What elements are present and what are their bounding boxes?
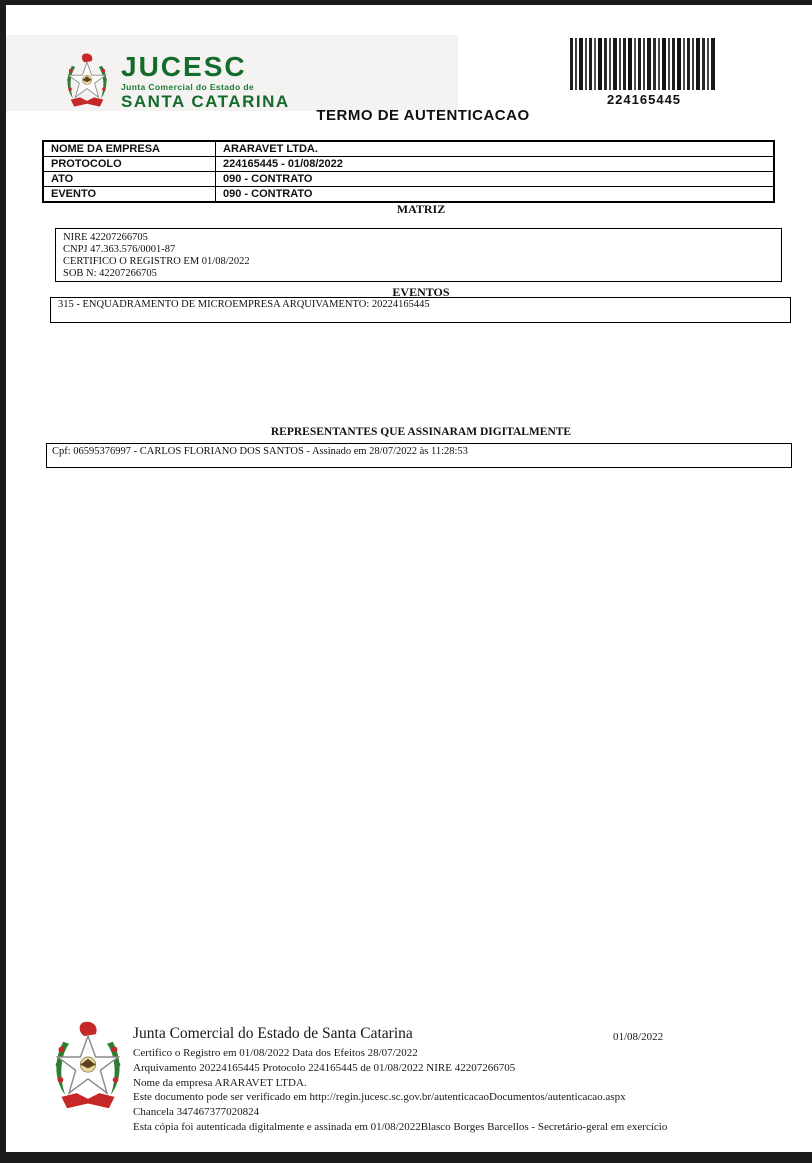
logo-subtitle-line1: Junta Comercial do Estado de: [121, 82, 255, 92]
footer-date: 01/08/2022: [613, 1031, 664, 1043]
row-label: NOME DA EMPRESA: [43, 141, 216, 157]
eventos-box: [50, 297, 791, 323]
document-title: TERMO DE AUTENTICACAO: [316, 107, 530, 124]
jucesc-logo: [61, 53, 290, 110]
table-row: [43, 141, 774, 157]
matriz-box: [55, 228, 782, 282]
table-row: [43, 172, 774, 187]
matriz-line: CERTIFICO O REGISTRO EM 01/08/2022: [63, 256, 250, 267]
logo-acronym: JUCESC: [121, 51, 247, 82]
company-info-table: [42, 140, 775, 203]
row-label: ATO: [43, 172, 216, 187]
footer-line: Chancela 347467377020824: [133, 1106, 260, 1119]
row-value: ARARAVET LTDA.: [216, 141, 775, 157]
barcode-number: 224165445: [606, 92, 682, 107]
row-value: 090 - CONTRATO: [216, 172, 775, 187]
barcode-icon: [570, 38, 718, 90]
footer-line: Arquivamento 20224165445 Protocolo 224165445 de 01/08/2022 NIRE 42207266705: [133, 1061, 516, 1074]
row-value: 224165445 - 01/08/2022: [216, 157, 775, 172]
footer-line: Este documento pode ser verificado em http://regin.jucesc.sc.gov.br/autenticacaoDocumentos/autenticacao.aspx: [133, 1091, 626, 1104]
logo-subtitle-line2: SANTA CATARINA: [121, 91, 290, 111]
santa-catarina-seal-icon: [61, 53, 113, 109]
eventos-line: 315 - ENQUADRAMENTO DE MICROEMPRESA ARQUIVAMENTO: 20224165445: [58, 299, 430, 310]
matriz-line: CNPJ 47.363.576/0001-87: [63, 244, 176, 255]
row-label: PROTOCOLO: [43, 157, 216, 172]
footer-certification-block: [133, 1046, 703, 1135]
footer-line: Certifico o Registro em 01/08/2022 Data dos Efeitos 28/07/2022: [133, 1047, 418, 1059]
logo-text: [121, 53, 290, 110]
representante-line: Cpf: 06595376997 - CARLOS FLORIANO DOS SANTOS - Assinado em 28/07/2022 às 11:28:53: [52, 446, 468, 457]
row-label: EVENTO: [43, 187, 216, 203]
table-row: [43, 157, 774, 172]
eventos-heading: EVENTOS: [392, 285, 450, 299]
footer-line: Nome da empresa ARARAVET LTDA.: [133, 1076, 307, 1089]
footer-line: Esta cópia foi autenticada digitalmente e assinada em 01/08/2022Blasco Borges Barcellos - Secretário-geral em exercício: [133, 1120, 668, 1133]
footer-org-name: Junta Comercial do Estado de Santa Catarina: [133, 1025, 413, 1042]
matriz-line: NIRE 42207266705: [63, 232, 148, 243]
document-page: [6, 5, 812, 1152]
matriz-line: SOB N: 42207266705: [63, 268, 157, 279]
matriz-heading: MATRIZ: [396, 202, 446, 216]
barcode-block: [570, 38, 718, 107]
santa-catarina-seal-icon: [50, 1018, 126, 1115]
representantes-heading: REPRESENTANTES QUE ASSINARAM DIGITALMENTE: [270, 426, 572, 438]
row-value: 090 - CONTRATO: [216, 187, 775, 203]
table-row: [43, 187, 774, 203]
representantes-box: [46, 443, 792, 468]
